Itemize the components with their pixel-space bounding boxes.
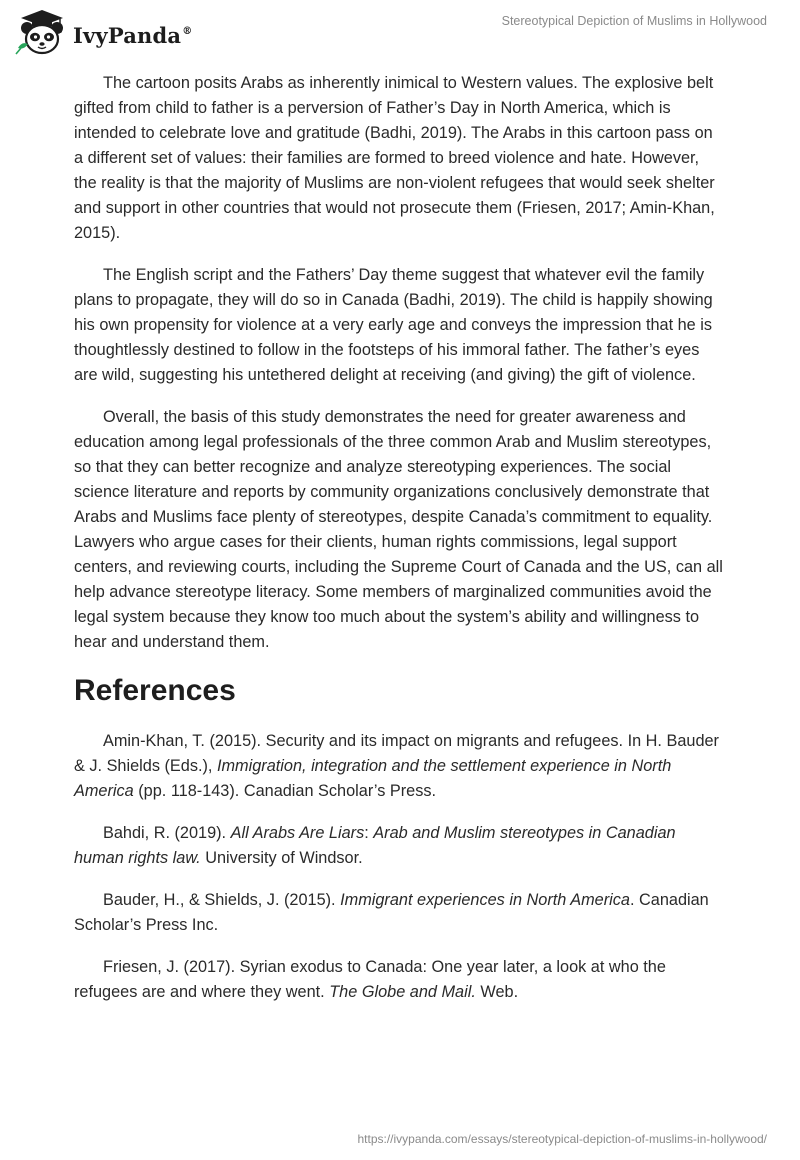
document-title: Stereotypical Depiction of Muslims in Hollywood [501, 14, 767, 28]
body-paragraph: The cartoon posits Arabs as inherently inimical to Western values. The explosive belt gifted from child to father is a perversion of Father’s Day in North America, which is intended to celebrate love and gratitude (Badhi, 2019). The Arabs in this cartoon pass on a different set of values: their families are formed to breed violence and hate. However, the reality is that the majority of Muslims are non-violent refugees that would seek shelter and support in other countries that would not prosecute them (Friesen, 2017; Amin-Khan, 2015). [74, 74, 715, 242]
reference-item: Bauder, H., & Shields, J. (2015). Immigrant experiences in North America. Canadian Scholar’s Press Inc. [74, 891, 709, 934]
reference-item: Bahdi, R. (2019). All Arabs Are Liars: Arab and Muslim stereotypes in Canadian human rights law. University of Windsor. [74, 824, 676, 867]
reference-item: Amin-Khan, T. (2015). Security and its impact on migrants and refugees. In H. Bauder & J. Shields (Eds.), Immigration, integration and the settlement experience in North America (pp. 118-143). Canadian Scholar’s Press. [74, 732, 719, 800]
source-url[interactable]: https://ivypanda.com/essays/stereotypical-depiction-of-muslims-in-hollywood/ [357, 1132, 767, 1146]
reference-item: Friesen, J. (2017). Syrian exodus to Canada: One year later, a look at who the refugees are and where they went. The Globe and Mail. Web. [74, 958, 666, 1001]
body-paragraph: The English script and the Fathers’ Day theme suggest that whatever evil the family plans to propagate, they will do so in Canada (Badhi, 2019). The child is happily showing his own propensity for violence at a very early age and conveys the impression that he is thoughtlessly destined to follow in the footsteps of his immoral father. The father’s eyes are wild, suggesting his untethered delight at receiving (and giving) the gift of violence. [74, 266, 713, 384]
references-heading: References [74, 674, 236, 707]
brand-name: IvyPanda® [73, 22, 193, 48]
panda-graduate-icon [13, 8, 71, 58]
ivypanda-logo[interactable] [13, 8, 192, 58]
page-header [0, 0, 800, 60]
essay-content [74, 71, 724, 1022]
body-paragraph: Overall, the basis of this study demonstrates the need for greater awareness and education among legal professionals of the three common Arab and Muslim stereotypes, so that they can better recognize and analyze stereotyping experiences. The social science literature and reports by community organizations conclusively demonstrate that Arabs and Muslims face plenty of stereotypes, despite Canada’s commitment to equality. Lawyers who argue cases for their clients, human rights commissions, legal support centers, and reviewing courts, including the Supreme Court of Canada and the US, can all help advance stereotype literacy. Some members of marginalized communities avoid the legal system because they know too much about the system’s ability and willingness to hear and understand them. [74, 408, 723, 651]
